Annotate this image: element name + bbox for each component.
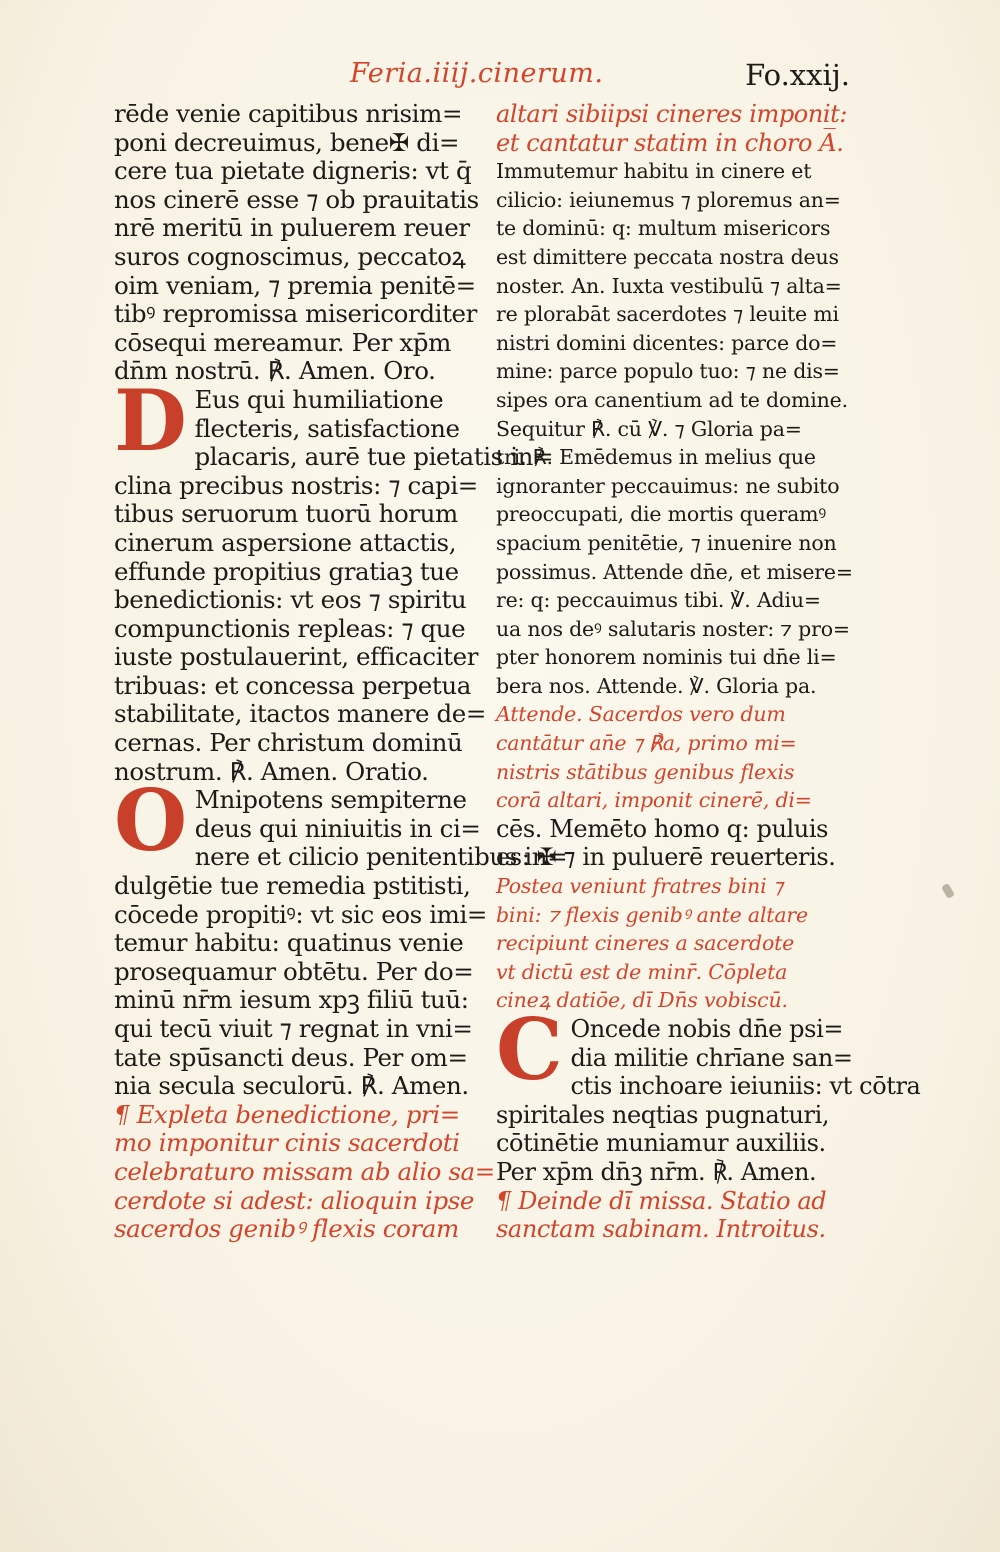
text-line: benedictionis: vt eos ⁊ spiritu bbox=[114, 585, 467, 615]
antiphons-text bbox=[496, 157, 866, 1015]
text-line: Immutemur habitu in cinere et bbox=[496, 159, 812, 184]
rubric-line: cantātur an̄e ⁊ ℟a, primo mi= bbox=[496, 731, 797, 756]
opening-text bbox=[114, 100, 478, 386]
folio-number: Fo.xxij. bbox=[745, 58, 850, 92]
text-line: re: q: peccauimus tibi. ℣. Adiu= bbox=[496, 588, 821, 613]
text-line: dia militie chrīane san= bbox=[570, 1043, 853, 1072]
drop-cap-initial-o: O bbox=[114, 771, 187, 871]
text-line: mine: parce populo tuo: ⁊ ne dis= bbox=[496, 359, 840, 384]
text-line: pter honorem nominis tui dn̄e li= bbox=[496, 645, 837, 670]
text-line: tibus seruorum tuorū horum bbox=[114, 499, 458, 529]
ink-blot bbox=[941, 883, 955, 899]
drop-cap-initial-d: D bbox=[114, 370, 187, 470]
text-line: Sequitur ℟. cū ℣. ⁊ Gloria pa= bbox=[496, 416, 802, 441]
text-line: cōsequi mereamur. Per xp̄m bbox=[114, 327, 451, 357]
text-line: tri. ℟. Emēdemus in melius que bbox=[496, 445, 816, 470]
rubric-line: recipiunt cineres a sacerdote bbox=[496, 931, 795, 956]
text-line: re plorabāt sacerdotes ⁊ leuite mi bbox=[496, 302, 839, 327]
text-line: cēs. Memēto homo q: puluis bbox=[496, 814, 829, 843]
rubric-line: sacerdos genibꝰ flexis coram bbox=[114, 1214, 459, 1244]
text-line: cinerum aspersione attactis, bbox=[114, 527, 457, 557]
text-line: dulgētie tue remedia pstitisti, bbox=[114, 871, 471, 901]
text-line: es: ✠ ⁊ in puluerē reuerteris. bbox=[496, 843, 836, 872]
text-line: cernas. Per christum dominū bbox=[114, 728, 463, 758]
text-line: tibꝰ repromissa misericorditer bbox=[114, 299, 477, 329]
text-line: clina precibus nostris: ⁊ capi= bbox=[114, 470, 478, 500]
text-line: rēde venie capitibus nrisim= bbox=[114, 99, 463, 128]
text-line: deus qui niniuitis in ci= bbox=[194, 813, 481, 843]
text-line: dn̄m nostrū. ℟. Amen. Oro. bbox=[114, 356, 436, 386]
rubric-line: sanctam sabinam. Introitus. bbox=[496, 1215, 826, 1244]
text-line: cere tua pietate digneris: vt q̄ bbox=[114, 156, 472, 186]
text-line: nrē meritū in puluerem reuer bbox=[114, 213, 470, 243]
rubric-line: cerdote si adest: alioquin ipse bbox=[114, 1185, 475, 1215]
text-line: compunctionis repleas: ⁊ que bbox=[114, 613, 466, 643]
running-title: Feria.iiij.cinerum. bbox=[350, 58, 604, 89]
text-line: preoccupati, die mortis queramꝰ bbox=[496, 502, 827, 527]
text-line: nistri domini dicentes: parce do= bbox=[496, 330, 838, 355]
text-line: possimus. Attende dn̄e, et misere= bbox=[496, 559, 853, 584]
text-line: iuste postulauerint, efficaciter bbox=[114, 642, 479, 672]
rubric-line: ¶ Expleta benedictione, pri= bbox=[114, 1099, 460, 1129]
rubric-line: bini: ⁊ flexis genibꝰ ante altare bbox=[496, 902, 808, 927]
text-line: nos cinerē esse ⁊ ob prauitatis bbox=[114, 184, 479, 214]
right-column bbox=[496, 100, 921, 1244]
rubric-line: mo imponitur cinis sacerdoti bbox=[114, 1128, 460, 1158]
text-line: nostrum. ℟. Amen. Oratio. bbox=[114, 756, 429, 786]
text-line: cōtinētie muniamur auxiliis. bbox=[496, 1129, 826, 1158]
text-line: tribuas: et concessa perpetua bbox=[114, 670, 471, 700]
text-line: cōcede propitiꝰ: vt sic eos imi= bbox=[114, 899, 488, 929]
text-line: temur habitu: quatinus venie bbox=[114, 928, 464, 958]
text-line: effunde propitius gratiaꝫ tue bbox=[114, 556, 459, 586]
text-line: tate spū̄sancti deus. Per om= bbox=[114, 1042, 468, 1072]
text-line: est dimittere peccata nostra deus bbox=[496, 244, 839, 269]
text-line: te dominū: q: multum misericors bbox=[496, 216, 831, 241]
text-line: nia secula seculorū. ℟. Amen. bbox=[114, 1071, 469, 1101]
text-line: prosequamur obtētu. Per do= bbox=[114, 956, 474, 986]
rubric-line: Postea veniunt fratres bini ⁊ bbox=[496, 874, 783, 899]
rubric-line: cineꝝ datiōe, dī Dn̄s vobiscū. bbox=[496, 988, 788, 1013]
left-column bbox=[114, 99, 568, 1244]
text-line: ctis inchoare ieiuniis: vt cōtra bbox=[570, 1072, 921, 1101]
page-header bbox=[350, 58, 850, 98]
text-line: oim veniam, ⁊ premia penitē= bbox=[114, 270, 476, 300]
drop-cap-initial-c: C bbox=[496, 1000, 563, 1099]
rubric-line: vt dictū est de minr̄. Cōpleta bbox=[496, 959, 788, 984]
rubric-line: corā altari, imponit cinerē, di= bbox=[496, 788, 812, 813]
text-line: ignoranter peccauimus: ne subito bbox=[496, 473, 840, 498]
text-line: noster. An. Iuxta vestibulū ⁊ alta= bbox=[496, 273, 842, 298]
text-line: Eus qui humiliatione bbox=[194, 384, 444, 414]
rubric-line: Attende. Sacerdos vero dum bbox=[496, 702, 786, 727]
text-line: stabilitate, itactos manere de= bbox=[114, 699, 486, 729]
text-line: Mnipotens sempiterne bbox=[194, 785, 467, 815]
text-line: ua nos deꝰ salutaris noster: ⁊ pro= bbox=[496, 616, 850, 641]
rubric-line: celebraturo missam ab alio sa= bbox=[114, 1156, 495, 1186]
text-line: placaris, aurē tue pietatis in= bbox=[194, 442, 554, 472]
text-line: nere et cilicio penitentibus in= bbox=[194, 842, 568, 872]
rubric-expleta bbox=[114, 1099, 495, 1244]
rubric-line: nistris stātibus genibus flexis bbox=[496, 759, 795, 784]
rubric-line: et cantatur statim in choro A̅. bbox=[496, 128, 844, 157]
rubric-line: ¶ Deinde dī missa. Statio ad bbox=[496, 1186, 827, 1215]
text-line: suros cognoscimus, peccatoꝝ bbox=[114, 241, 466, 271]
text-line: Oncede nobis dn̄e psi= bbox=[570, 1015, 844, 1043]
text-line: qui tecū viuit ⁊ regnat in vni= bbox=[114, 1014, 473, 1043]
text-line: sipes ora canentium ad te domine. bbox=[496, 387, 848, 412]
text-line: flecteris, satisfactione bbox=[194, 413, 460, 443]
text-line: cilicio: ieiunemus ⁊ ploremus an= bbox=[496, 187, 841, 212]
rubric-line: altari sibiipsi cineres imponit: bbox=[496, 100, 848, 128]
text-line: spacium penitētie, ⁊ inuenire non bbox=[496, 530, 837, 555]
text-line: bera nos. Attende. ℣. Gloria pa. bbox=[496, 673, 817, 698]
text-line: poni decreuimus, bene✠ di= bbox=[114, 127, 460, 157]
rubric-altari bbox=[496, 100, 866, 157]
text-line: Per xp̄m dn̄ꝫ nr̄m. ℟. Amen. bbox=[496, 1157, 817, 1186]
text-line: spiritales neqtias pugnaturi, bbox=[496, 1100, 830, 1129]
text-line: minū nr̄m iesum xpꝫ filiū tuū: bbox=[114, 985, 469, 1015]
